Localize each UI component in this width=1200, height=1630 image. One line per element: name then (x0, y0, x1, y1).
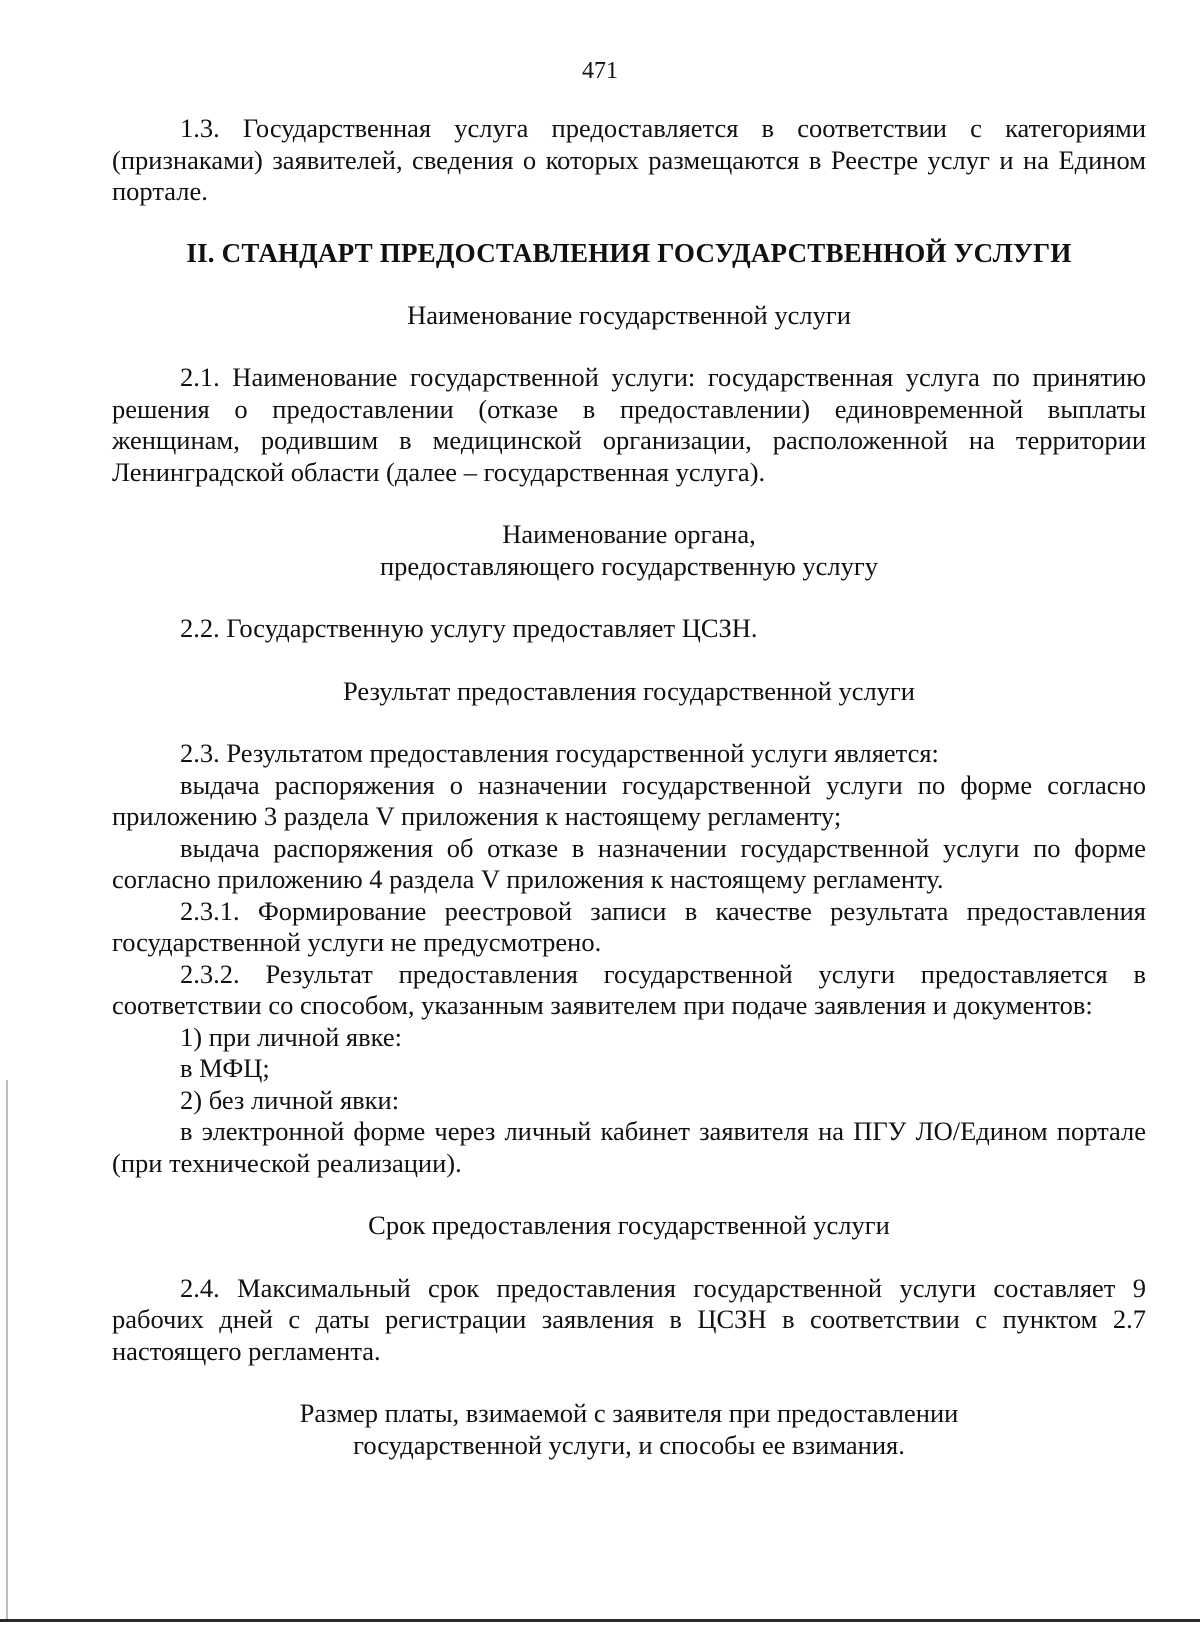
subheading-organ-line-1: Наименование органа, (502, 519, 756, 549)
subheading-fee (112, 1398, 1146, 1461)
paragraph-2-3-2: 2.3.2. Результат предоставления государственной услуги предоставляется в соответствии со способом, указанным заявителем при подаче заявления и документов: (112, 958, 1146, 1020)
paragraph-2-3-b: выдача распоряжения об отказе в назначении государственной услуги по форме согласно приложению 4 раздела V приложения к настоящему регламенту. (112, 832, 1146, 894)
subheading-fee-line-1: Размер платы, взимаемой с заявителя при предоставлении (299, 1398, 959, 1428)
subheading-organ-line-2: предоставляющего государственную услугу (379, 550, 878, 581)
paragraph-1-3: 1.3. Государственная услуга предоставляется в соответствии с категориями (признаками) заявителей, сведения о которых размещаются в Реестре услуг и на Едином портале. (112, 113, 1146, 206)
list-item-electronic: в электронной форме через личный кабинет заявителя на ПГУ ЛО/Едином портале (при технической реализации). (112, 1116, 1146, 1178)
paragraph-2-2: 2.2. Государственную услугу предоставляет ЦСЗН. (180, 613, 758, 643)
document-body (112, 113, 1146, 1461)
paragraph-2-3-a: выдача распоряжения о назначении государственной услуги по форме согласно приложению 3 раздела V приложения к настоящему регламенту; (112, 769, 1146, 831)
subheading-organ (112, 519, 1146, 582)
subheading-fee-line-2: государственной услуги, и способы ее взимания. (353, 1429, 905, 1460)
list-item-remote: 2) без личной явки: (180, 1084, 400, 1115)
subheading-term: Срок предоставления государственной услуги (368, 1210, 890, 1240)
list-item-personal: 1) при личной явке: (180, 1021, 402, 1052)
subheading-service-name: Наименование государственной услуги (407, 299, 851, 330)
scan-edge-bottom (0, 1619, 1200, 1622)
paragraph-2-3: 2.3. Результатом предоставления государственной услуги является: (180, 738, 939, 768)
scan-edge-left (6, 1080, 8, 1620)
section-title: II. СТАНДАРТ ПРЕДОСТАВЛЕНИЯ ГОСУДАРСТВЕННОЙ УСЛУГИ (186, 237, 1072, 268)
paragraph-2-1: 2.1. Наименование государственной услуги: государственная услуга по принятию решения о предоставлении (отказе в предоставлении) единовременной выплаты женщинам, родившим в медицинской организации, расположенной на территории Ленинградской области (далее – государственная услуга). (112, 362, 1146, 487)
paragraph-2-4: 2.4. Максимальный срок предоставления государственной услуги составляет 9 рабочих дней с даты регистрации заявления в ЦСЗН в соответствии с пунктом 2.7 настоящего регламента. (112, 1272, 1146, 1366)
list-item-mfc: в МФЦ; (180, 1053, 270, 1083)
page-number: 471 (582, 58, 618, 84)
subheading-result: Результат предоставления государственной услуги (343, 675, 915, 706)
paragraph-2-3-1: 2.3.1. Формирование реестровой записи в качестве результата предоставления государственной услуги не предусмотрено. (112, 895, 1146, 957)
